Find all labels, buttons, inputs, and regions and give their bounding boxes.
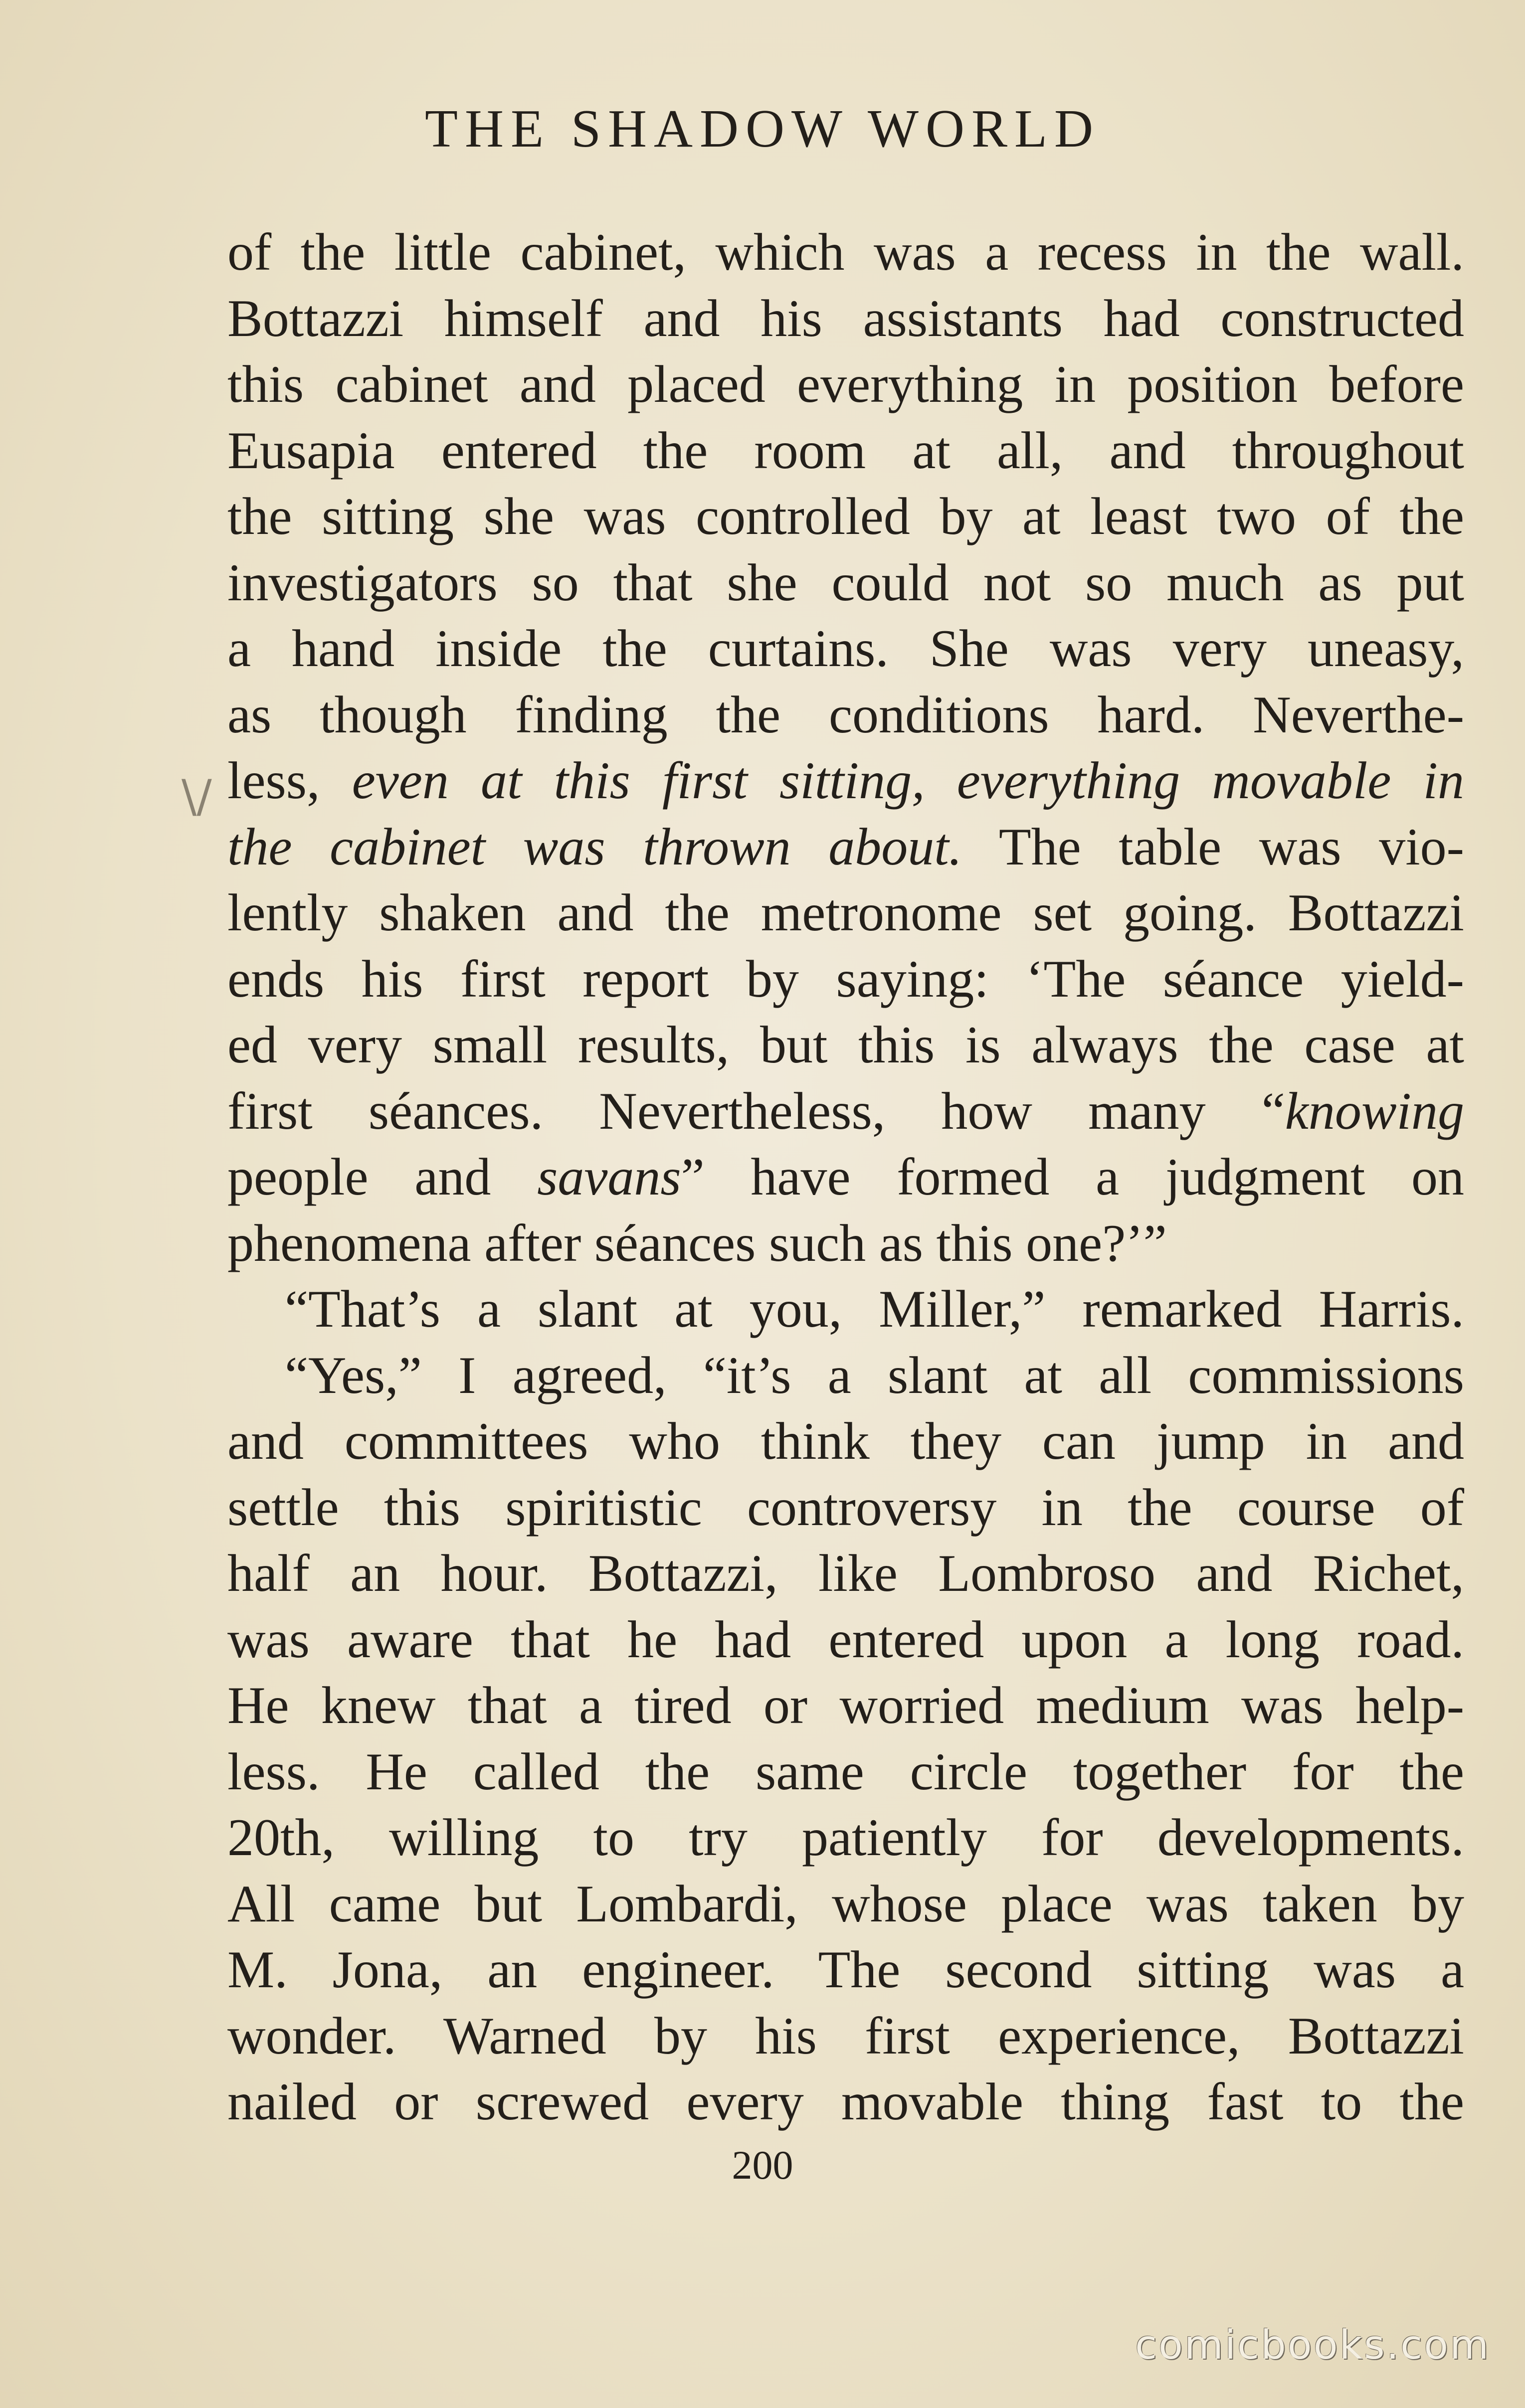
text-segment: wonder. Warned by his first experience, Bottazzi — [227, 2006, 1464, 2065]
text-segment: The table was vio- — [962, 817, 1464, 876]
text-line — [227, 286, 1464, 352]
text-line — [227, 1475, 1464, 1541]
text-segment: as though finding the conditions hard. Neverthe- — [227, 685, 1464, 744]
text-line — [227, 946, 1464, 1013]
text-line — [227, 418, 1464, 484]
margin-pencil-mark: \/ — [182, 770, 212, 823]
text-segment: and committees who think they can jump in and — [227, 1412, 1464, 1470]
text-line — [227, 1607, 1464, 1673]
text-segment: was aware that he had entered upon a long road. — [227, 1610, 1464, 1669]
text-line — [227, 1937, 1464, 2003]
text-line — [227, 351, 1464, 418]
text-line — [227, 1408, 1464, 1475]
page-number: 200 — [732, 2142, 793, 2188]
text-segment: less. He called the same circle together for the — [227, 1742, 1464, 1801]
text-segment: less, — [227, 751, 352, 810]
italic-segment: knowing — [1285, 1081, 1464, 1140]
text-segment: settle this spiritistic controversy in the course of — [227, 1478, 1464, 1537]
text-segment: first séances. Nevertheless, how many “ — [227, 1081, 1285, 1140]
text-segment: people and — [227, 1148, 538, 1206]
text-segment: lently shaken and the metronome set going. Bottazzi — [227, 883, 1464, 942]
text-line — [227, 1673, 1464, 1739]
text-line — [227, 2003, 1464, 2069]
text-segment: “That’s a slant at you, Miller,” remarked Harris. — [285, 1280, 1464, 1338]
running-head: THE SHADOW WORLD — [425, 99, 1100, 159]
text-segment: phenomena after séances such as this one?’” — [227, 1213, 1167, 1272]
text-line — [227, 1541, 1464, 1607]
text-line — [227, 616, 1464, 682]
text-line — [227, 880, 1464, 946]
text-segment: 20th, willing to try patiently for developments. — [227, 1808, 1464, 1867]
text-line — [227, 2069, 1464, 2135]
text-line — [227, 1144, 1464, 1210]
text-line — [227, 814, 1464, 880]
text-segment: nailed or screwed every movable thing fast to the — [227, 2072, 1464, 2131]
text-line — [227, 1739, 1464, 1805]
text-line — [227, 1210, 1175, 1277]
text-segment: the sitting she was controlled by at least two of the — [227, 487, 1464, 545]
text-line — [227, 219, 1464, 286]
text-segment: ed very small results, but this is always the case at — [227, 1016, 1464, 1074]
watermark: comicbooks.com — [1135, 2322, 1490, 2368]
text-segment: a hand inside the curtains. She was very uneasy, — [227, 619, 1464, 678]
text-segment: this cabinet and placed everything in position before — [227, 355, 1464, 413]
text-segment: Bottazzi himself and his assistants had constructed — [227, 289, 1464, 347]
italic-segment: savans — [537, 1148, 681, 1206]
text-segment: ends his first report by saying: ‘The séance yield- — [227, 949, 1464, 1008]
text-segment: M. Jona, an engineer. The second sitting was a — [227, 1940, 1464, 1999]
text-line — [227, 1871, 1464, 1937]
text-segment: half an hour. Bottazzi, like Lombroso and Richet, — [227, 1544, 1464, 1602]
text-line — [227, 1078, 1464, 1145]
text-segment: Eusapia entered the room at all, and throughout — [227, 421, 1464, 480]
text-line — [227, 1276, 1464, 1343]
text-line — [227, 748, 1464, 814]
text-segment: All came but Lombardi, whose place was taken by — [227, 1874, 1464, 1933]
text-segment: of the little cabinet, which was a recess in the wall. — [227, 223, 1464, 281]
text-line — [227, 1805, 1464, 1871]
text-line — [227, 550, 1464, 616]
text-segment: “Yes,” I agreed, “it’s a slant at all commissions — [285, 1346, 1464, 1404]
text-line — [227, 1343, 1464, 1409]
text-segment: He knew that a tired or worried medium was help- — [227, 1676, 1464, 1734]
text-segment: ” have formed a judgment on — [681, 1148, 1465, 1206]
text-line — [227, 1012, 1464, 1078]
body-text — [227, 219, 1464, 2135]
text-line — [227, 484, 1464, 550]
italic-segment: even at this first sitting, everything movable in — [352, 751, 1464, 810]
italic-segment: the cabinet was thrown about. — [227, 817, 962, 876]
text-line — [227, 682, 1464, 748]
text-segment: investigators so that she could not so much as put — [227, 553, 1464, 612]
